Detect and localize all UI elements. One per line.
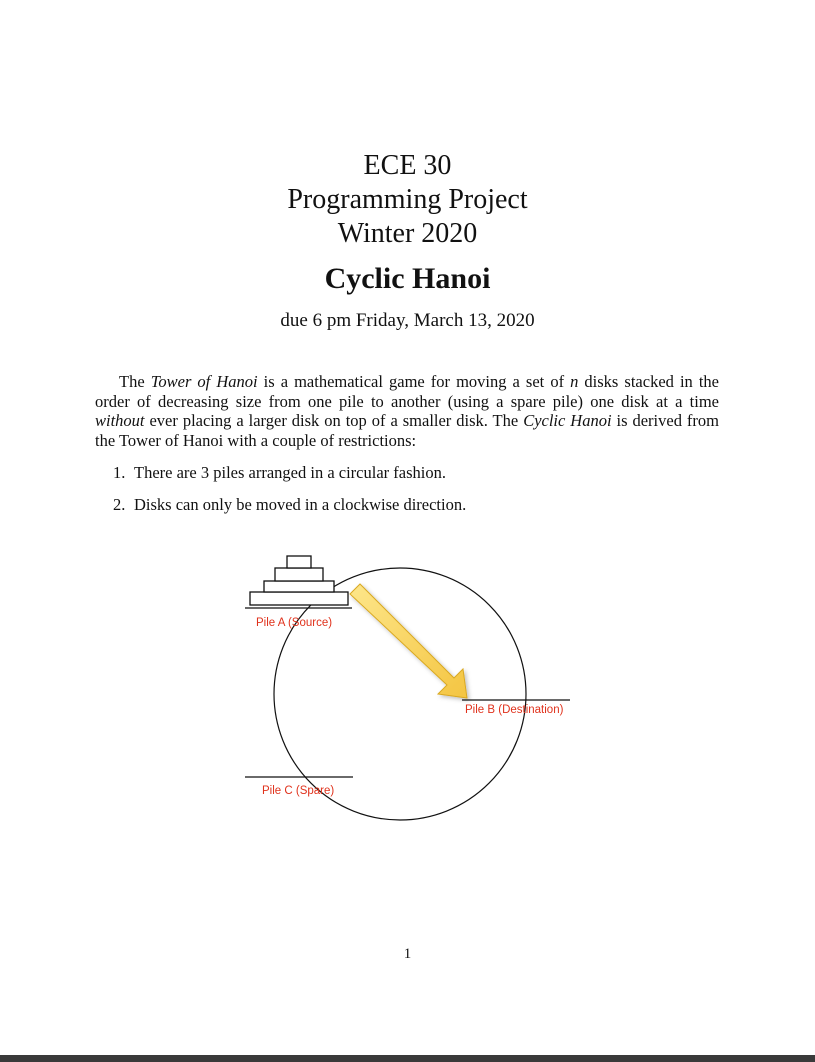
- disk-medium: [275, 568, 323, 581]
- pile-a-label: Pile A (Source): [256, 617, 333, 629]
- paragraph-text: is a mathematical game for moving a set of: [257, 372, 571, 391]
- intro-paragraph: [95, 372, 719, 450]
- paragraph-text: ever placing a larger disk on top of a smaller disk. The: [144, 411, 524, 431]
- list-text: There are 3 piles arranged in a circular fashion.: [134, 463, 446, 482]
- project-heading: Programming Project: [287, 184, 528, 215]
- page-title: Cyclic Hanoi: [324, 262, 491, 295]
- viewer-bottom-bar: [0, 1055, 815, 1062]
- disk-small: [287, 556, 311, 568]
- disk-stack: [250, 556, 348, 605]
- list-number: 1.: [113, 463, 126, 482]
- term: Winter 2020: [337, 218, 478, 249]
- due-date: due 6 pm Friday, March 13, 2020: [280, 310, 535, 331]
- list-item: [113, 463, 713, 483]
- move-arrow: [350, 584, 467, 698]
- pile-c-label: Pile C (Spare): [262, 785, 335, 797]
- emphasis-tower-of-hanoi: Tower of Hanoi: [150, 372, 258, 391]
- emphasis-n: n: [570, 372, 579, 391]
- emphasis-cyclic-hanoi: Cyclic Hanoi: [523, 411, 612, 431]
- paragraph-text: The: [119, 372, 151, 391]
- paragraph-text: is derived from the Tower of Hanoi with a couple of restrictions:: [95, 411, 719, 450]
- cyclic-hanoi-diagram: [0, 540, 815, 840]
- page-number: 1: [403, 946, 412, 962]
- course-name: ECE 30: [363, 150, 452, 181]
- list-text: Disks can only be moved in a clockwise direction.: [134, 495, 467, 514]
- list-number: 2.: [113, 495, 126, 514]
- disk-large: [250, 592, 348, 605]
- circular-track: [274, 568, 526, 820]
- list-item: [113, 495, 713, 515]
- pile-b-label: Pile B (Destination): [465, 704, 564, 716]
- paragraph-text: disks stacked in the order of decreasing size from one pile to another (using a spare pile) one disk at a time: [95, 372, 719, 411]
- emphasis-without: without: [95, 411, 145, 431]
- disk-medium-large: [264, 581, 334, 592]
